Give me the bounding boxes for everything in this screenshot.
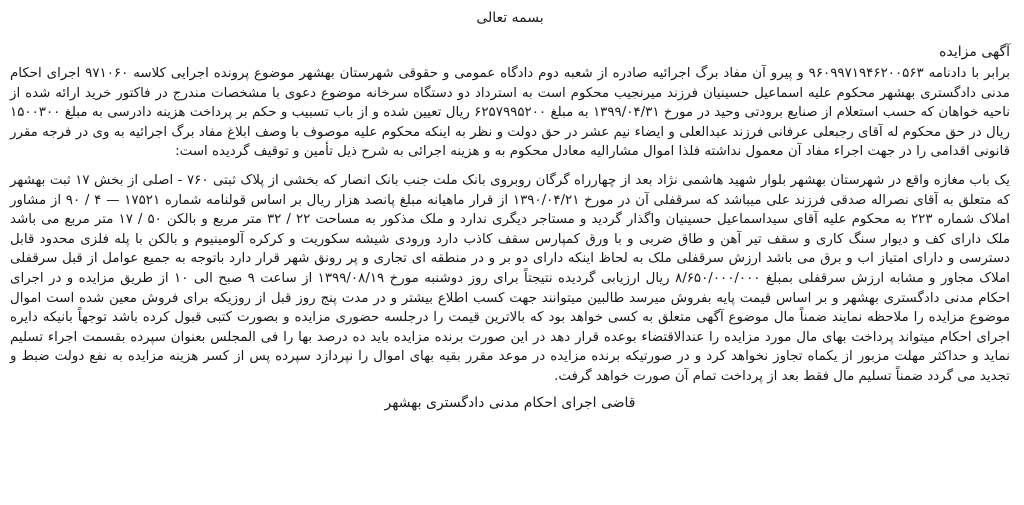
notice-paragraph-case: برابر با دادنامه ۹۶۰۹۹۷۱۹۴۶۲۰۰۵۶۳ و پیرو آن مفاد برگ اجرائیه صادره از شعبه دوم دادگاه عمومی و حقوقی شهرستان بهشهر موضوع پرونده اجرایی کلاسه ۹۷۱۰۶۰ اجرای احکام مدنی دادگستری بهشهر محکوم علیه اسماعیل حسینیان فرزند میرنجیب محکوم است به استرداد دو دستگاه سرخانه موضوع دعوی با مشخصات مندرج در فاکتور خرید ارائه شده از ناحیه خواهان که حسب استعلام از صنایع برودتی وحید در مورخ ۱۳۹۹/۰۴/۳۱ به مبلغ ۶۲۵۷۹۹۵۲۰۰ ریال تعیین شده و از باب تسبیب و حکم بر پرداخت هزینه دادرسی به مبلغ ۱۵۰۰۳۰۰ ریال در حق محکوم له آقای رجبعلی عرفانی فرزند عبدالعلی و ایضاء نیم عشر در حق دولت و نظر به اینکه محکوم علیه موصوف با وصف ابلاغ مفاد برگ اجرائیه به وی در فرجه مقرر قانونی اقدامی را در جهت اجراء مفاد آن معمول نداشته فلذا اموال مشارالیه معادل محکوم به و هزینه اجرائی به شرح ذیل تأمین و توقیف گردیده است: bbox=[10, 66, 1010, 160]
notice-paragraph-property: یک باب مغازه واقع در شهرستان بهشهر بلوار شهید هاشمی نژاد بعد از چهارراه گرگان روبروی بانک ملت جنب بانک انصار که بخشی از پلاک ثبتی ۷۶۰ - اصلی از بخش ۱۷ ثبت بهشهر که متعلق به آقای نصراله صدقی فرزند علی میباشد که سرقفلی آن در مورخ ۱۳۹۰/۰۴/۲۱ از قرار ماهیانه مبلغ پانصد هزار ریال بر اساس قولنامه شماره ۱۷۵۲۱ — ۴ / ۹۰ از مشاور املاک شماره ۲۲۳ به محکوم علیه آقای سیداسماعیل حسینیان واگذار گردید و مستاجر دیگری ندارد و ملک مذکور به مساحت ۲۲ / ۳۲ متر مربع و بالکن ۵۰ / ۱۷ متر مربع می باشد ملک دارای کف و دیوار سنگ کاری و سقف تیر آهن و طاق ضربی و با ورق کمپارس سقف کاذب دارد ورودی شیشه سکوریت و کرکره آلومینیوم و بالکن با پله فلزی محدود قابل دسترسی و دارای امتیاز اب و برق می باشد ارزش سرقفلی ملک به لحاظ اینکه دارای دو بر و در منطقه ای تجاری و پر رونق شهر قرار دارد باتوجه به جمیع عوامل از قبل سرقفلی املاک مجاور و مشابه ارزش سرقفلی بمبلغ ۸/۶۵۰/۰۰۰/۰۰۰ ریال ارزیابی گردیده نتیجتاً برای روز دوشنبه مورخ ۱۳۹۹/۰۸/۱۹ از ساعت ۹ صبح الی ۱۰ از طریق مزایده و در اجرای احکام مدنی دادگستری بهشهر و بر اساس قیمت پایه بفروش میرسد طالبین میتوانند جهت کسب اطلاع بیشتر و در مدت پنج روز قبل از روزیکه برای فروش معین شده است اموال موضوع مزایده را ملاحظه نمایند ضمناً مال موضوع آگهی متعلق به کسی خواهد بود که بالاترین قیمت را درجلسه حضوری مزایده و بصورت کتبی قبول کرده باشد توجهاً بانیکه دایره اجرای احکام میتواند پرداخت بهای مال مورد مزایده را عندالاقتضاء بوعده قرار دهد در این صورت برنده مزایده باید ده درصد بها را فی المجلس بعنوان سپرده بقسمت اجراء تسلیم نماید و حداکثر مهلت مزبور از یکماه تجاوز نخواهد کرد و در صورتیکه برنده مزایده در موعد مقرر بقیه بهای اموال را نپردازد سپرده پس از کسر هزینه مزایده به نفع دولت ضبط و تجدید می گردد ضمناً تسلیم مال فقط بعد از پرداخت تمام آن صورت خواهد گرفت. bbox=[10, 172, 1011, 384]
bismillah-heading: بسمه تعالی bbox=[476, 10, 544, 26]
notice-title: آگهی مزایده bbox=[939, 44, 1010, 60]
judge-signature: قاضی اجرای احکام مدنی دادگستری بهشهر bbox=[384, 394, 636, 411]
